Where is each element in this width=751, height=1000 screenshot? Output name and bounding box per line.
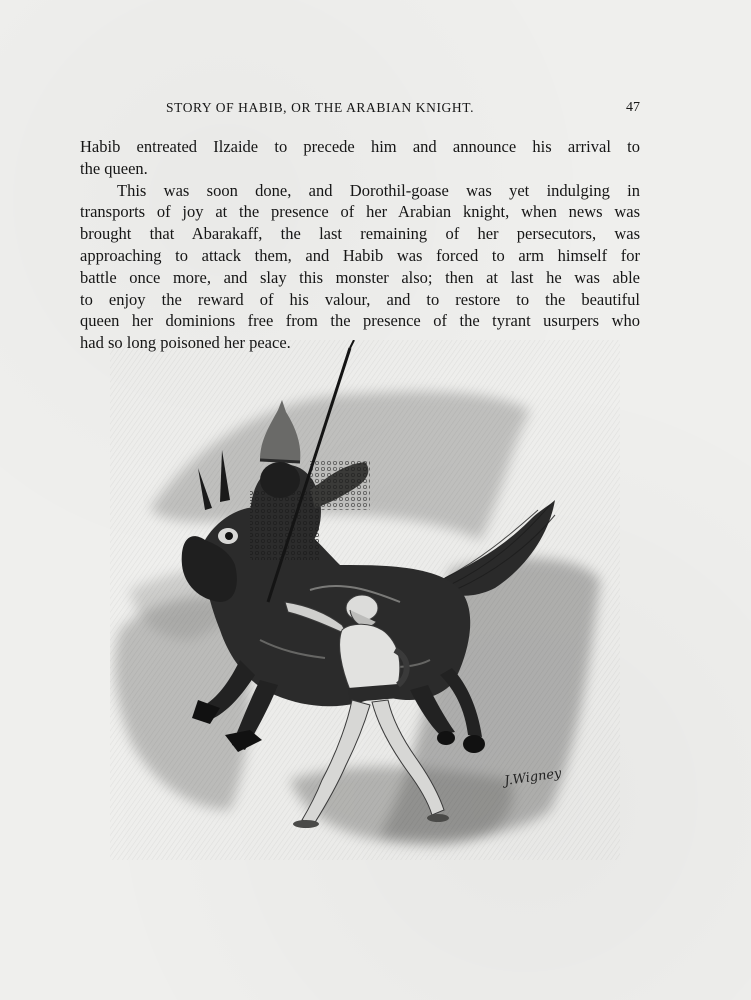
text-line: Habib entreated Ilzaide to precede him and announce his arrival to [80,137,640,156]
running-head [80,100,640,120]
paragraph [80,136,640,180]
illustration-knight-on-horse [110,340,620,860]
text-line: approaching to attack them, and Habib was forced to arm himself for [80,245,640,265]
page-number: 47 [626,100,640,115]
text-line: transports of joy at the presence of her Arabian knight, when news was [80,202,640,222]
artist-signature: J.Wigney [503,766,563,789]
text-line: brought that Abarakaff, the last remaining of her persecutors, was [80,224,640,244]
paragraph [80,180,640,354]
text-line: This was soon done, and Dorothil-goase was yet indulging in [117,180,640,200]
body-text [80,136,640,354]
text-line: the queen. [80,158,148,178]
text-line: battle once more, and slay this monster also; then at last he was able [80,267,640,287]
text-line: queen her dominions free from the presence of the tyrant usurpers who [80,311,640,331]
text-line: to enjoy the reward of his valour, and to restore to the beautiful [80,289,640,309]
text-line: had so long poisoned her peace. [80,333,291,353]
running-title: STORY OF HABIB, OR THE ARABIAN KNIGHT. [166,100,475,115]
